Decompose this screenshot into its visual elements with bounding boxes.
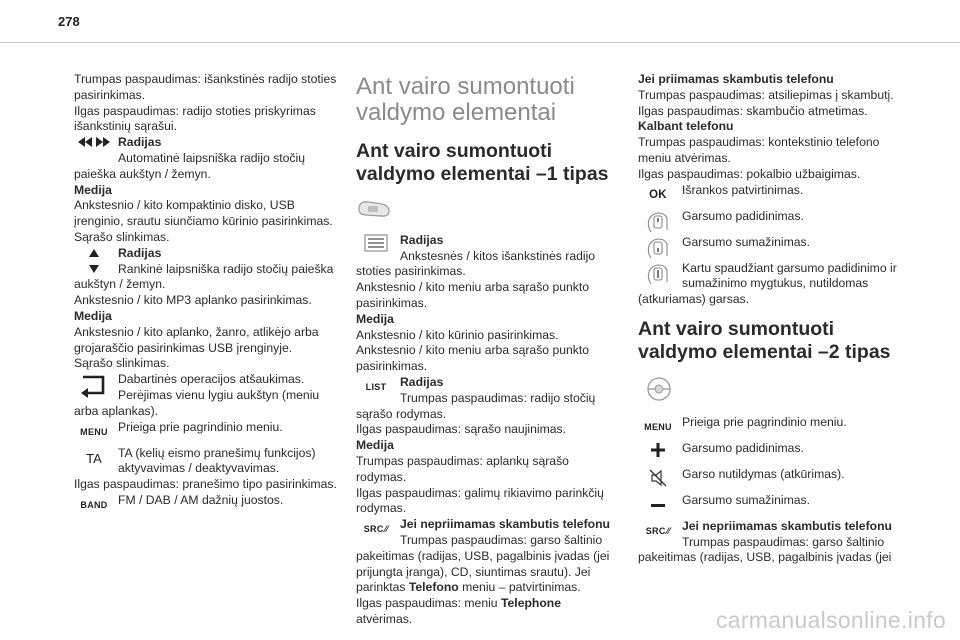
item-text: Išrankos patvirtinimas. xyxy=(682,182,804,197)
volume-down-hand-icon xyxy=(638,236,678,258)
item-text: Ankstesnės / kitos išankstinės radijo xyxy=(400,248,596,263)
section-label: Medija xyxy=(356,311,394,326)
page-number: 278 xyxy=(58,14,80,29)
radio-seek-item xyxy=(74,135,342,182)
item-title: Radijas xyxy=(400,374,444,389)
item-text: Dabartinės operacijos atšaukimas. xyxy=(118,372,305,387)
paragraph: Ilgas paspaudimas: skambučio atmetimas. xyxy=(638,103,868,118)
section-label: Medija xyxy=(74,308,112,323)
item-text: Prieiga prie pagrindinio meniu. xyxy=(118,419,283,434)
section-label: Medija xyxy=(356,438,394,453)
minus-item xyxy=(638,493,900,509)
steering-wheel-type2-icon xyxy=(644,376,900,407)
list-item xyxy=(356,375,620,438)
watermark: carmanualsonline.info xyxy=(715,607,946,633)
radio-manual-item xyxy=(74,246,342,309)
volume-both-hand-icon xyxy=(638,262,678,284)
list-icon: LIST xyxy=(365,381,387,392)
list-lines-icon xyxy=(356,234,396,256)
item-text: sumažinimo mygtukus, nutildomas xyxy=(682,276,869,291)
ok-item xyxy=(638,183,900,199)
back-arrow-icon xyxy=(74,373,114,395)
paragraph: Trumpas paspaudimas: atsiliepimas į skambutį. xyxy=(638,87,894,102)
item-text-continued: arba aplankas). xyxy=(74,403,159,418)
item-text: Prieiga prie pagrindinio meniu. xyxy=(682,414,847,429)
band-icon: BAND xyxy=(80,499,108,510)
seek-arrows-icon xyxy=(74,136,114,158)
item-text: Rankinė laipsniška radijo stočių paieška xyxy=(118,261,334,276)
src2-item xyxy=(638,519,900,566)
src-item xyxy=(356,517,620,628)
steering-controls-type1-icon xyxy=(356,198,620,225)
item-text-continued: Ankstesnio / kito meniu arba sąrašo punkto pasirinkimas. xyxy=(356,280,590,310)
section-label: Kalbant telefonu xyxy=(638,119,734,134)
item-text: Garsumo sumažinimas. xyxy=(682,492,811,507)
item-text: FM / DAB / AM dažnių juostos. xyxy=(118,492,284,507)
item-text-continued: stoties pasirinkimas. xyxy=(356,264,466,279)
item-text: aktyvavimas / deaktyvavimas. xyxy=(118,461,280,476)
item-text: Garsumo padidinimas. xyxy=(682,208,804,223)
volume-down-item xyxy=(638,235,900,251)
item-text: Trumpas paspaudimas: garso šaltinio xyxy=(400,532,603,547)
paragraph: Ankstesnio / kito meniu arba sąrašo punkto pasirinkimas. xyxy=(356,343,590,374)
item-text-continued: pakeitimas (radijas, USB, pagalbinis įvadas (jei xyxy=(638,550,892,565)
item-text: Automatinė laipsniška radijo stočių xyxy=(118,150,305,165)
item-title: Radijas xyxy=(118,135,162,150)
paragraph: Sąrašo slinkimas. xyxy=(74,229,170,244)
mute2-item xyxy=(638,467,900,483)
ok-icon: OK xyxy=(649,188,667,201)
mute-item xyxy=(638,261,900,308)
ta-icon: TA xyxy=(86,450,102,466)
back-item xyxy=(74,372,342,419)
paragraph: Ankstesnio / kito kūrinio pasirinkimas. xyxy=(356,327,559,342)
volume-up-item xyxy=(638,209,900,225)
paragraph: Sąrašo slinkimas. xyxy=(74,356,170,371)
column-3 xyxy=(638,72,900,566)
item-title: Jei nepriimamas skambutis telefonu xyxy=(400,517,610,532)
item-text: Garso nutildymas (atkūrimas). xyxy=(682,466,845,481)
volume-up-hand-icon xyxy=(638,210,678,232)
band-item xyxy=(74,493,342,509)
item-text-continued: (atkuriamas) garsas. xyxy=(638,292,750,307)
section-title: Ant vairo sumontuoti valdymo elementai xyxy=(356,73,575,126)
plus-icon xyxy=(638,442,678,464)
src-phone-icon: SRC ⁄⁄ xyxy=(363,524,389,535)
item-text: Garsumo padidinimas. xyxy=(682,440,804,455)
section-label: Medija xyxy=(74,182,112,197)
paragraph: Ankstesnio / kito aplanko, žanro, atlikėjo arba grojaraščio pasirinkimas USB įrenginyje. xyxy=(74,324,319,355)
item-text: TA (kelių eismo pranešimų funkcijos) xyxy=(118,445,316,460)
header-divider xyxy=(0,42,960,43)
item-text-continued: Ilgas paspaudimas: pranešimo tipo pasirinkimas. xyxy=(74,477,337,492)
paragraph: Trumpas paspaudimas: išankstinės radijo stoties pasirinkimas. xyxy=(74,72,337,102)
paragraph: Ilgas paspaudimas: radijo stoties priskyrimas išankstinių sąrašui. xyxy=(74,103,316,134)
mute-speaker-icon xyxy=(638,468,678,490)
item-text: Trumpas paspaudimas: garso šaltinio xyxy=(682,534,885,549)
paragraph: Ilgas paspaudimas: pokalbio užbaigimas. xyxy=(638,166,861,181)
ta-item xyxy=(74,446,342,493)
item-text-continued: Ilgas paspaudimas: meniu Telephone atvėrimas. xyxy=(356,596,562,626)
item-text-continued: aukštyn / žemyn. xyxy=(74,277,166,292)
menu-item xyxy=(638,415,900,431)
menu-item xyxy=(74,420,342,436)
subsection-title: Ant vairo sumontuoti valdymo elementai –1 tipas xyxy=(356,140,609,185)
minus-icon xyxy=(638,494,678,516)
paragraph: Trumpas paspaudimas: kontekstinio telefono meniu atvėrimas. xyxy=(638,135,880,165)
plus-item xyxy=(638,441,900,457)
column-2 xyxy=(356,74,620,628)
item-text: Perėjimas vienu lygiu aukštyn (meniu xyxy=(118,387,320,402)
up-down-arrows-icon xyxy=(74,247,114,269)
section-label: Jei priimamas skambutis telefonu xyxy=(638,72,834,86)
item-text-continued: paieška aukštyn / žemyn. xyxy=(74,166,211,181)
radio-list-item xyxy=(356,233,620,312)
item-text: Garsumo sumažinimas. xyxy=(682,234,811,249)
subsection-title: Ant vairo sumontuoti valdymo elementai –2 tipas xyxy=(638,317,891,363)
menu-icon: MENU xyxy=(644,421,672,432)
item-text-continued: sąrašo rodymas. xyxy=(356,406,447,421)
column-1 xyxy=(74,72,342,509)
paragraph: Ilgas paspaudimas: galimų rikiavimo parinkčių rodymas. xyxy=(356,485,604,516)
item-text-continued: pakeitimas (radijas, USB, pagalbinis įvadas (jei prijungta įranga), CD, siuntimas srautu). Jei parinktas Telefono meniu – patvirtinimas. xyxy=(356,548,610,595)
item-text: Trumpas paspaudimas: radijo stočių xyxy=(400,390,596,405)
item-title: Radijas xyxy=(400,232,444,247)
menu-icon: MENU xyxy=(80,426,108,437)
item-text-continued: Ilgas paspaudimas: sąrašo naujinimas. xyxy=(356,422,567,437)
paragraph: Ankstesnio / kito kompaktinio disko, USB įrenginio, srautu siunčiamo kūrinio pasirinkimas. xyxy=(74,198,333,229)
item-title: Radijas xyxy=(118,245,162,260)
item-text-continued: Ankstesnio / kito MP3 aplanko pasirinkimas. xyxy=(74,293,312,308)
item-text: Kartu spaudžiant garsumo padidinimo ir xyxy=(682,260,897,275)
item-title: Jei nepriimamas skambutis telefonu xyxy=(682,518,892,533)
src-phone-icon: SRC ⁄⁄ xyxy=(645,525,671,536)
paragraph: Trumpas paspaudimas: aplankų sąrašo rodymas. xyxy=(356,453,569,484)
